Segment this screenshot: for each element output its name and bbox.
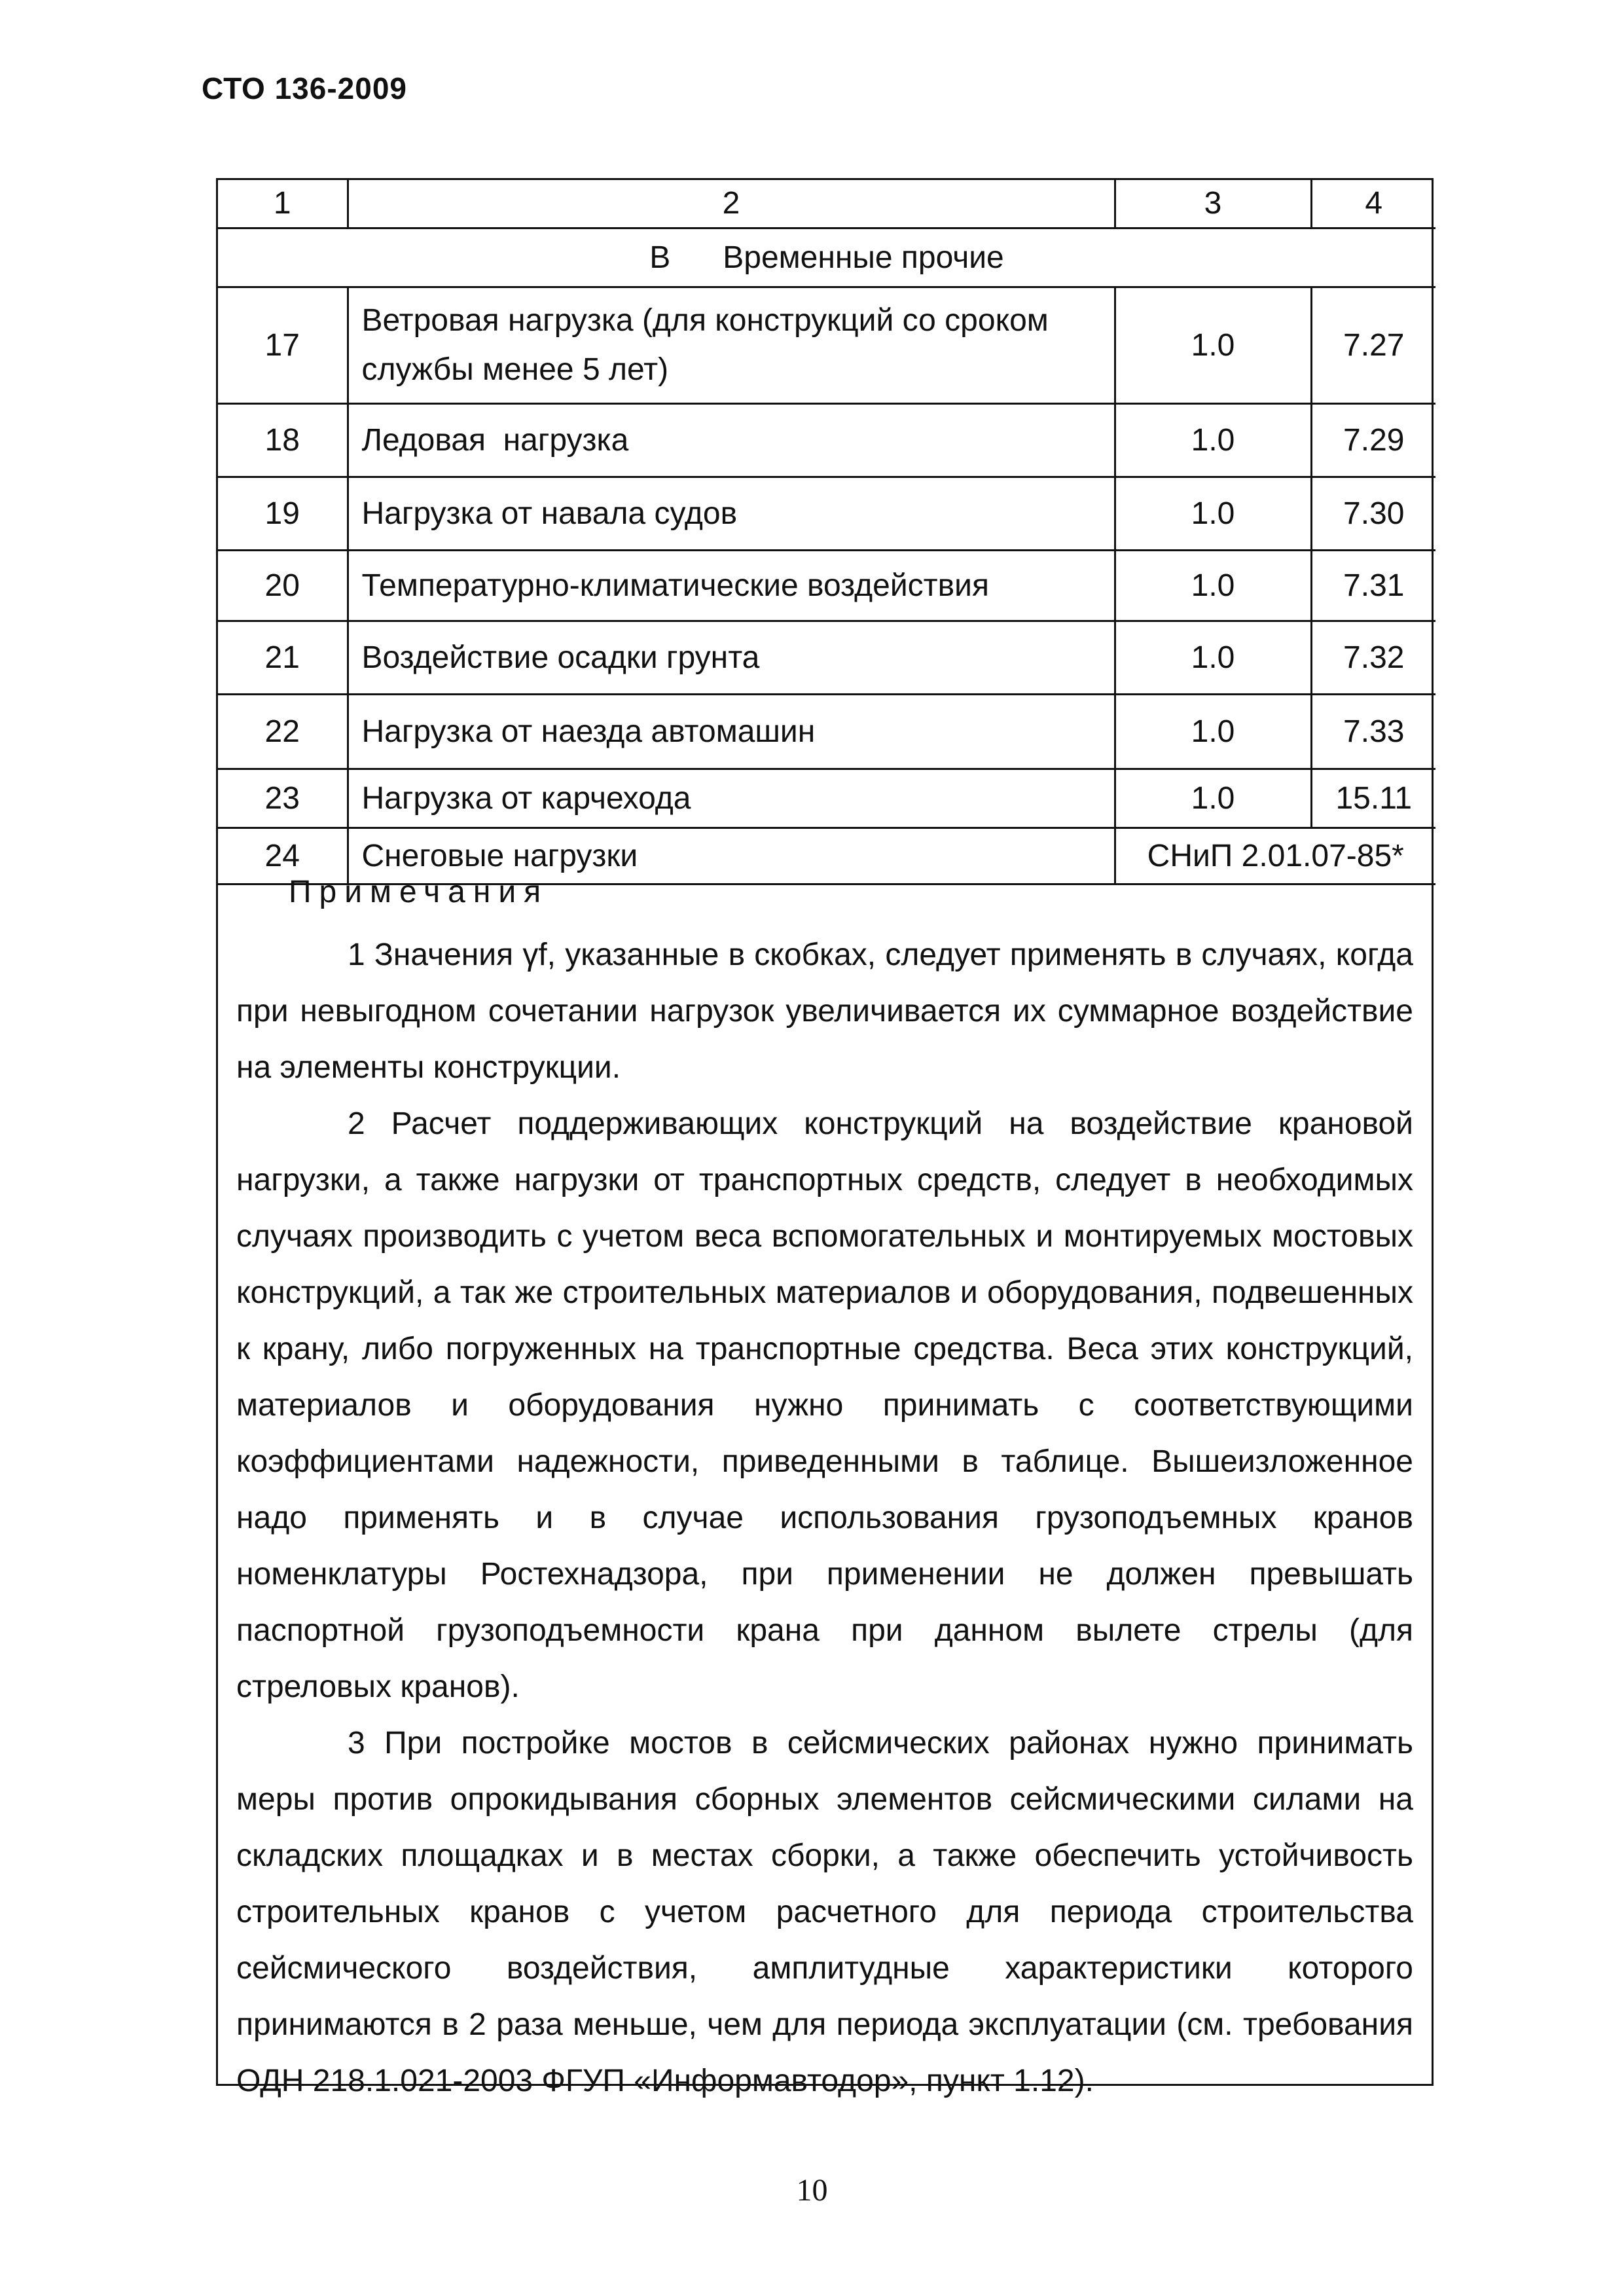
clause: 7.32 [1311,621,1435,695]
table-row [218,621,1435,695]
coefficient: 1.0 [1115,404,1311,477]
column-header-1: 1 [218,180,348,228]
section-letter: В [649,240,671,275]
load-name: Воздействие осадки грунта [348,621,1115,695]
column-header-3: 3 [1115,180,1311,228]
row-number: 17 [218,287,348,404]
section-name: Временные прочие [723,240,1004,275]
note-3: 3 При постройке мостов в сейсмических районах нужно принимать меры против опрокидывания сборных элементов сейсмическими силами на складских площадках и в местах сборки, а также обеспечить устойчивость строительных кранов с учетом расчетного для периода строительства сейсмического воздействия, амплитудные характеристики которого принимаются в 2 раза меньше, чем для периода эксплуатации (см. требования ОДН 218.1.021-2003 ФГУП «Информавтодор», пункт 1.12). [236,1726,1413,2098]
table-row [218,404,1435,477]
row-number: 23 [218,769,348,828]
clause: 7.33 [1311,695,1435,769]
document-code: СТО 136-2009 [202,71,407,105]
coefficient: 1.0 [1115,551,1311,621]
row-number: 21 [218,621,348,695]
page-number: 10 [796,2173,828,2208]
coefficient: 1.0 [1115,621,1311,695]
table-row [218,551,1435,621]
row-number: 18 [218,404,348,477]
clause: 15.11 [1311,769,1435,828]
load-name: Температурно-климатические воздействия [348,551,1115,621]
section-title [218,228,1435,287]
section-row [218,228,1435,287]
coefficient: 1.0 [1115,477,1311,551]
column-header-4: 4 [1311,180,1435,228]
row-number: 20 [218,551,348,621]
clause: 7.31 [1311,551,1435,621]
coefficient: 1.0 [1115,769,1311,828]
table-row [218,287,1435,404]
row-number: 24 [218,828,348,884]
coefficient: 1.0 [1115,287,1311,404]
row-number: 19 [218,477,348,551]
loads-table [218,180,1435,885]
load-name: Нагрузка от карчехода [348,769,1115,828]
table-row [218,695,1435,769]
note-1: 1 Значения γf, указанные в скобках, следует применять в случаях, когда при невыгодном сочетании нагрузок увеличивается их суммарное воздействие на элементы конструкции. [236,938,1413,1085]
notes-section [218,874,1432,2109]
clause: 7.30 [1311,477,1435,551]
table-row [218,769,1435,828]
note-2: 2 Расчет поддерживающих конструкций на воздействие крановой нагрузки, а также нагрузки от транспортных средств, следует в необходимых случаях производить с учетом веса вспомогательных и монтируемых мостовых конструкций, а так же строительных материалов и оборудования, подвешенных к крану, либо погруженных на транспортные средства. Веса этих конструкций, материалов и оборудования нужно принимать с соответствующими коэффициентами надежности, приведенными в таблице. Вышеизложенное надо применять и в случае использования грузоподъемных кранов номенклатуры Ростехнадзора, при применении не должен превышать паспортной грузоподъемности крана при данном вылете стрелы (для стреловых кранов). [236,1106,1413,1704]
clause: 7.27 [1311,287,1435,404]
load-name: Ледовая нагрузка [348,404,1115,477]
column-header-2: 2 [348,180,1115,228]
table-row [218,477,1435,551]
coefficient: 1.0 [1115,695,1311,769]
load-name: Ветровая нагрузка (для конструкций со сроком службы менее 5 лет) [348,287,1115,404]
table-header-row [218,180,1435,228]
load-name: Нагрузка от навала судов [348,477,1115,551]
normative-reference: СНиП 2.01.07-85* [1115,828,1435,884]
clause: 7.29 [1311,404,1435,477]
row-number: 22 [218,695,348,769]
load-name: Снеговые нагрузки [348,828,1115,884]
load-name: Нагрузка от наезда автомашин [348,695,1115,769]
notes-title: Примечания [289,875,549,909]
table-frame [216,178,1434,2098]
